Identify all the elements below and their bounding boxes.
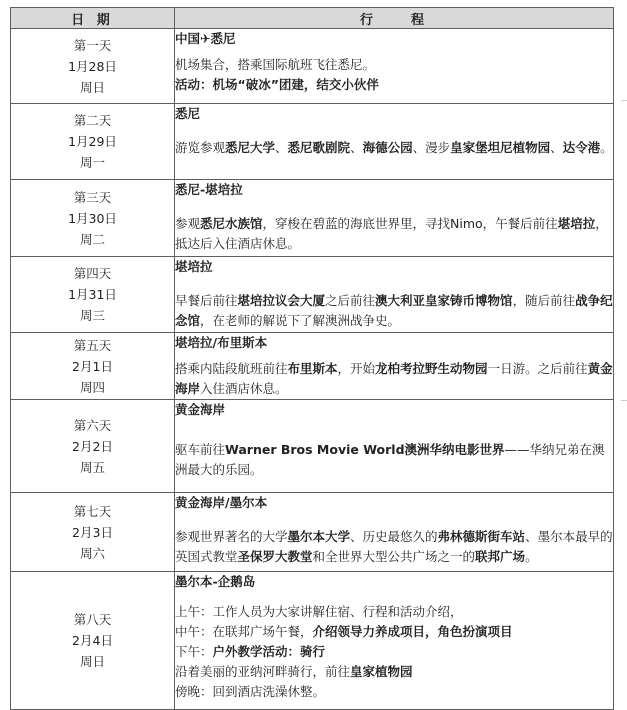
plain-text: 早餐后前往 [175,293,238,308]
day-label: 第二天 [73,113,112,128]
day-cell [11,493,175,572]
day-label: 第一天 [73,37,112,53]
day-cell [11,180,175,257]
plan-cell [175,333,614,400]
plain-text: ，开始 [337,361,376,376]
plan-line [175,55,613,75]
weekday-label: 周二 [79,231,105,247]
plain-text: ，在老师的解说下了解澳洲战争史。 [200,313,401,328]
plan-line [175,622,613,642]
plan-line [175,527,613,567]
itinerary-row [11,180,614,257]
plan-line [175,291,613,331]
plain-text: ，抵达后入住酒店休息。 [175,216,608,251]
date-label: 2月3日 [72,524,113,540]
itinerary-row [11,257,614,333]
weekday-label: 周四 [79,379,105,395]
day-label: 第三天 [73,189,112,205]
weekday-label: 周六 [79,545,105,561]
highlight-text: 墨尔本大学 [287,529,351,544]
plain-text: 入住酒店休息。 [200,381,288,396]
plain-text: 、墨尔本最早的英国式教堂 [175,529,613,564]
highlight-text: 黄金海岸 [175,361,613,396]
plain-text: ，穿梭在碧蓝的海底世界里，寻找Nimo，午餐后前往 [262,216,558,231]
highlight-text: 介绍领导力养成项目，角色扮演项目 [312,624,513,639]
header-date: 日 期 [11,8,175,29]
day-label: 第六天 [73,417,112,433]
day-cell [11,400,175,493]
plain-text: 和全世界大型公共广场之一的 [312,549,476,564]
plain-text: 驱车前往 [175,442,226,457]
highlight-text: 联邦广场 [475,549,526,564]
date-label: 2月4日 [72,633,113,648]
plan-title: 堪培拉/布里斯本 [175,335,268,350]
plan-cell [175,493,614,572]
plan-line [175,642,613,662]
plain-text: 、 [550,140,563,155]
plan-cell [175,104,614,180]
highlight-text: 龙柏考拉野生动物园 [375,361,488,376]
plain-text: 、历史最悠久的 [350,529,438,544]
plain-text: 。 [600,140,613,155]
itinerary-row [11,572,614,710]
plan-cell [175,29,614,104]
date-label: 1月30日 [68,210,117,226]
plain-text: 一日游。之后前往 [487,361,588,376]
highlight-text: 战争纪念馆 [175,293,613,328]
plain-text: ——华纳兄弟在澳洲最大的乐园。 [175,442,605,477]
plan-cell [175,572,614,710]
plan-cell [175,257,614,333]
plan-line [175,214,613,254]
plan-title: 黄金海岸/墨尔本 [175,495,268,510]
highlight-text: Warner Bros Movie World澳洲华纳电影世界 [225,442,505,457]
plan-line [175,602,613,622]
header-row [11,8,614,29]
edge-mark [621,400,627,401]
plain-text: 参观世界著名的大学 [175,529,288,544]
weekday-label: 周五 [79,459,105,475]
plain-text: 。 [525,549,538,564]
plan-title: 悉尼-堪培拉 [175,182,243,197]
plan-title: 墨尔本-企鹅岛 [175,574,256,589]
day-cell [11,572,175,710]
plain-text: 游览参观 [175,140,226,155]
itinerary-row [11,333,614,400]
plain-text: 沿着美丽的亚纳河畔骑行，前往 [175,664,351,679]
plain-text: 之后前往 [325,293,376,308]
plain-text: 、 [275,140,288,155]
highlight-text: 悉尼歌剧院 [287,140,351,155]
highlight-text: 澳大利亚皇家铸币博物馆 [375,293,513,308]
weekday-label: 周日 [79,654,105,669]
highlight-text: 悉尼水族馆 [200,216,263,231]
plain-text: 、漫步 [412,140,451,155]
plan-cell [175,180,614,257]
plain-text: ，随后前往 [512,293,576,308]
weekday-label: 周一 [79,155,105,170]
plan-cell [175,400,614,493]
date-label: 1月28日 [68,58,117,74]
plain-text: 、 [350,140,363,155]
day-label: 第四天 [73,266,112,281]
weekday-label: 周三 [79,308,105,323]
plan-line [175,662,613,682]
plain-text: 机场集合，搭乘国际航班飞往悉尼。 [175,57,376,72]
highlight-text: 布里斯本 [287,361,338,376]
itinerary-row [11,29,614,104]
date-label: 2月2日 [72,438,113,454]
itinerary-table [10,7,614,710]
itinerary-row [11,104,614,180]
day-cell [11,333,175,400]
plain-text: 参观 [175,216,201,231]
plan-title: 堪培拉 [175,259,213,274]
plan-title: 黄金海岸 [175,402,226,417]
plan-title: 中国✈悉尼 [175,31,236,46]
day-cell [11,104,175,180]
highlight-text: 活动：机场“破冰”团建，结交小伙伴 [175,77,379,92]
highlight-text: 户外教学活动：骑行 [212,644,326,659]
day-cell [11,29,175,104]
plain-text: 中午：在联邦广场午餐， [175,624,313,639]
date-label: 1月31日 [68,287,117,302]
highlight-text: 弗林德斯街车站 [437,529,526,544]
plan-line [175,138,613,158]
highlight-text: 悉尼大学 [225,140,276,155]
plan-title: 悉尼 [175,106,201,121]
plan-line [175,682,613,702]
highlight-text: 圣保罗大教堂 [237,549,313,564]
day-cell [11,257,175,333]
plan-line [175,440,613,480]
itinerary-row [11,493,614,572]
highlight-text: 皇家堡坦尼植物园 [450,140,551,155]
highlight-text: 堪培拉议会大厦 [237,293,326,308]
weekday-label: 周日 [79,79,105,95]
date-label: 2月1日 [72,358,113,374]
edge-mark [621,100,627,101]
day-label: 第八天 [73,612,112,627]
plan-line [175,359,613,399]
highlight-text: 达令港 [562,140,601,155]
date-label: 1月29日 [68,134,117,149]
header-itinerary: 行 程 [175,8,614,29]
plain-text: 下午： [175,644,213,659]
plain-text: 上午：工作人员为大家讲解住宿、行程和活动介绍， [175,604,463,619]
day-label: 第七天 [73,503,112,519]
plain-text: 傍晚：回到酒店洗澡休整。 [175,684,326,699]
highlight-text: 堪培拉 [557,216,596,231]
day-label: 第五天 [73,337,112,353]
highlight-text: 皇家植物园 [350,664,413,679]
highlight-text: 海德公园 [362,140,413,155]
plain-text: 搭乘内陆段航班前往 [175,361,288,376]
itinerary-row [11,400,614,493]
plan-line [175,75,613,95]
